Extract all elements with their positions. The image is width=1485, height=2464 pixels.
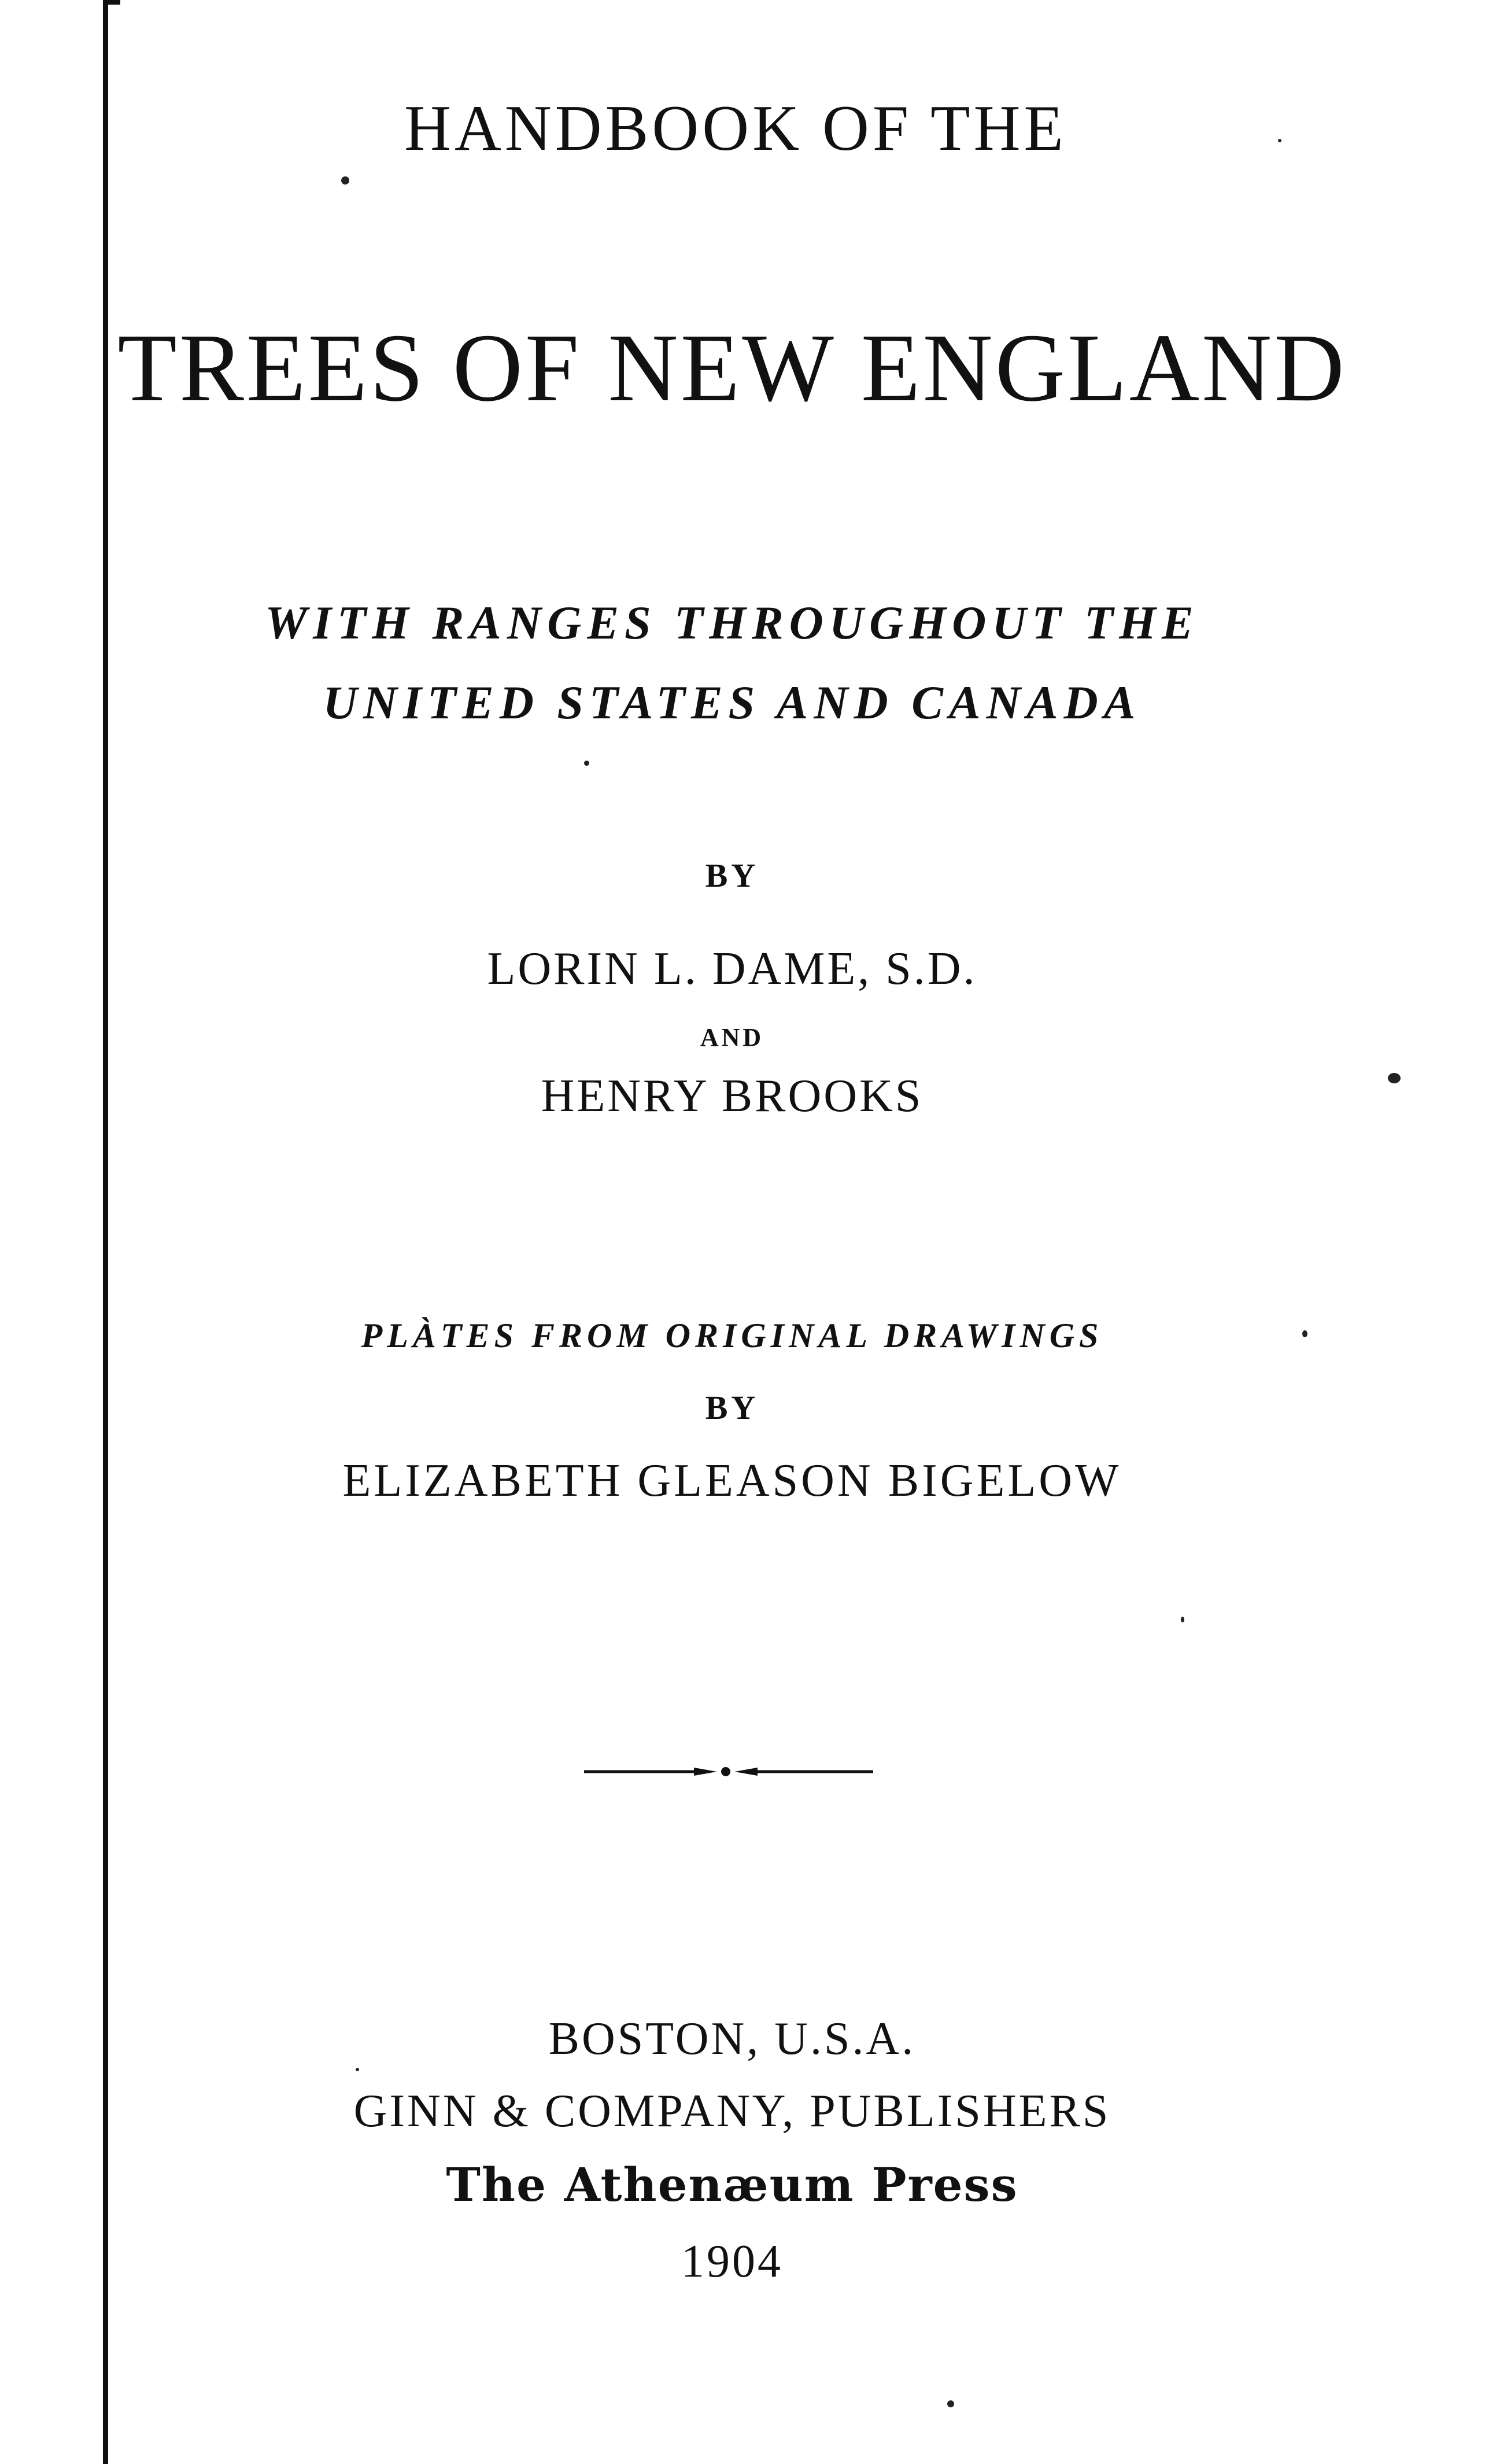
subtitle-line-2: UNITED STATES AND CANADA (323, 676, 1142, 729)
author-name-2: HENRY BROOKS (541, 1071, 923, 1122)
ink-speck (1302, 1330, 1307, 1337)
by-label-illustrator: BY (705, 1389, 759, 1426)
author-name-1: LORIN L. DAME, S.D. (487, 943, 977, 994)
and-label: AND (700, 1023, 764, 1052)
by-label-authors: BY (705, 857, 759, 894)
plates-credit: PLÀTES FROM ORIGINAL DRAWINGS (361, 1316, 1103, 1355)
ornament-rule (584, 1763, 873, 1780)
title-line-2: TREES OF NEW ENGLAND (117, 314, 1347, 422)
margin-rule-corner (103, 0, 120, 5)
ink-speck (356, 2068, 359, 2071)
ink-speck (584, 761, 589, 766)
subtitle-line-1: WITH RANGES THROUGHOUT THE (265, 596, 1199, 649)
ink-speck (1278, 139, 1281, 142)
title-line-1: HANDBOOK OF THE (404, 93, 1067, 164)
publication-year: 1904 (681, 2236, 783, 2287)
ink-speck (1388, 1073, 1401, 1083)
ink-speck (947, 2400, 954, 2407)
press-name: The Athenæum Press (446, 2157, 1018, 2212)
publication-city: BOSTON, U.S.A. (548, 2013, 916, 2064)
ink-speck (1181, 1617, 1184, 1622)
ink-speck (341, 176, 349, 185)
illustrator-name: ELIZABETH GLEASON BIGELOW (342, 1455, 1122, 1506)
publisher-name: GINN & COMPANY, PUBLISHERS (353, 2086, 1111, 2137)
